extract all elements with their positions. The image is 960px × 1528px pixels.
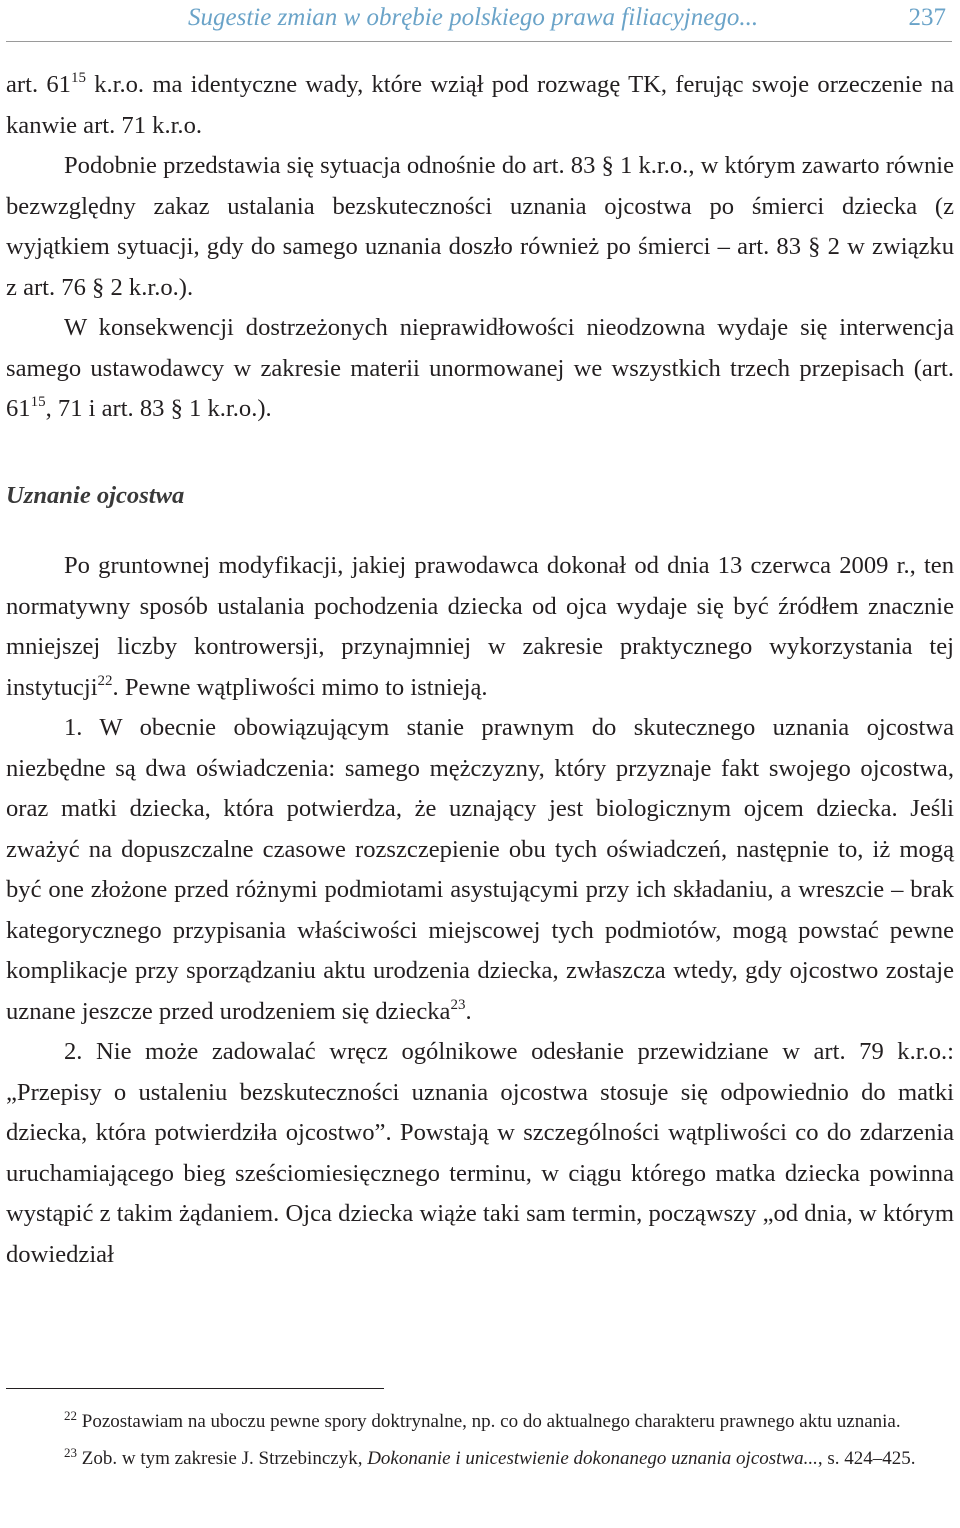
header-rule (6, 41, 952, 42)
superscript: 15 (30, 394, 46, 410)
paragraph-4: Po gruntownej modyfikacji, jakiej prawodawca dokonał od dnia 13 czerwca 2009 r., ten normatywny sposób ustalania pochodzenia dziecka od ojca wydaje się być źródłem znacznie mniejszej liczby kontrowersji, przynajmniej w zakresie praktycznego wykorzystania tej instytucji$^{22}$. Pewne wątpliwości mimo to istnieją. (6, 552, 954, 701)
footnote-ref-23: 23 (450, 996, 466, 1013)
cited-title: Dokonanie i unicestwienie dokonanego uznania ojcostwa... (367, 1448, 818, 1469)
footnotes (6, 1388, 954, 1482)
paragraph-2: Podobnie przedstawia się sytuacja odnośnie do art. 83 § 1 k.r.o., w którym zawarto równie bezwzględny zakaz ustalania bezskuteczności uznania ojcostwa po śmierci dziecka (z wyjątkiem sytuacji, gdy do samego uznania doszło również po śmierci – art. 83 § 2 w związku z art. 76 § 2 k.r.o.). (6, 152, 954, 301)
paragraph-5: 1. W obecnie obowiązującym stanie prawnym do skutecznego uznania ojcostwa niezbędne są dwa oświadczenia: samego mężczyzny, który przyznaje fakt swojego ojcostwa, oraz matki dziecka, która potwierdza, że uznający jest biologicznym ojcem dziecka. Jeśli zważyć na dopuszczalne czasowe rozszczepienie obu tych oświadczeń, następnie to, iż mogą być one złożone przed różnymi podmiotami asystującymi przy ich składaniu, a wreszcie – brak kategorycznego przypisania właściwości miejscowej tych podmiotów, mogą powstać pewne komplikacje przy sporządzaniu aktu urodzenia dziecka, zwłaszcza wtedy, gdy ojcostwo zostaje uznane jeszcze przed urodzeniem się dziecka$^{23}$. (6, 714, 954, 1025)
footnote-number: 22 (64, 1408, 77, 1423)
footnote-ref-22: 22 (97, 672, 113, 689)
superscript: 15 (70, 70, 86, 86)
footnote-number: 23 (64, 1445, 77, 1460)
paragraph-1: art. $61^{15}$ k.r.o. ma identyczne wady, które wziął pod rozwagę TK, ferując swoje orzeczenie na kanwie art. 71 k.r.o. (6, 70, 954, 139)
paragraph-3: W konsekwencji dostrzeżonych nieprawidłowości nieodzowna wydaje się interwencja samego ustawodawcy w zakresie materii unormowanej we wszystkich trzech przepisach (art. $61^{15}$, 71 i art. 83 § 1 k.r.o.). (6, 314, 954, 422)
footnote-22: $^{22}$ Pozostawiam na uboczu pewne spory doktrynalne, np. co do aktualnego charakteru prawnego aktu uznania. (64, 1408, 901, 1432)
footnote-23: $^{23}$ Zob. w tym zakresie J. Strzebinczyk, Dokonanie i unicestwienie dokonanego uznania ojcostwa..., s. 424–425. (64, 1445, 916, 1469)
page-number: 237 (908, 4, 946, 31)
footnote-rule (6, 1388, 384, 1389)
section-heading: Uznanie ojcostwa (6, 481, 185, 509)
running-header (0, 0, 960, 44)
running-title: Sugestie zmian w obrębie polskiego prawa filiacyjnego... (188, 4, 759, 31)
body-text (6, 65, 954, 1275)
paragraph-6: 2. Nie może zadowalać wręcz ogólnikowe odesłanie przewidziane w art. 79 k.r.o.: „Przepisy o ustaleniu bezskuteczności uznania ojcostwa stosuje się odpowiednio do matki dziecka, która potwierdziła ojcostwo”. Powstają w szczególności wątpliwości co do zdarzenia uruchamiającego bieg sześciomiesięcznego terminu, w ciągu którego matka dziecka powinna wystąpić z takim żądaniem. Ojca dziecka wiąże taki sam termin, począwszy „od dnia, w którym dowiedział (6, 1038, 954, 1268)
